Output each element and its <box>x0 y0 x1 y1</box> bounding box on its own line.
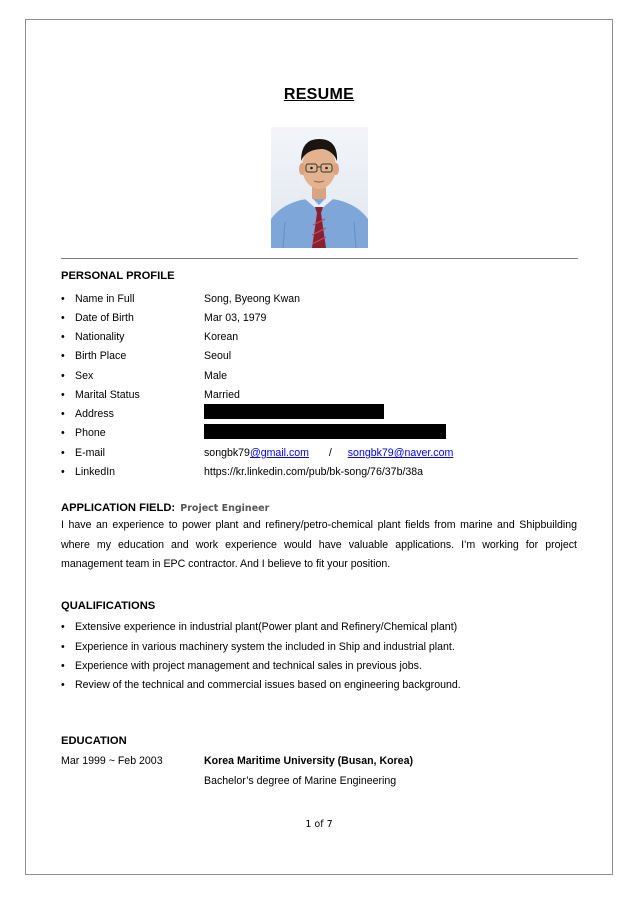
email-link-naver[interactable]: songbk79@naver.com <box>347 447 454 459</box>
profile-label: Date of Birth <box>75 312 134 324</box>
profile-label: Birth Place <box>75 350 127 362</box>
profile-value: Korean <box>204 331 239 343</box>
qualification-item <box>61 660 422 672</box>
bullet: • <box>61 641 65 653</box>
personal-profile-heading: PERSONAL PROFILE <box>61 270 175 282</box>
education-degree: Bachelor’s degree of Marine Engineering <box>204 775 397 787</box>
profile-label: Marital Status <box>75 389 140 401</box>
email-label: E-mail <box>75 447 106 459</box>
profile-label: Address <box>75 408 114 420</box>
email-separator: / <box>328 447 332 459</box>
phone-redaction <box>204 424 446 439</box>
linkedin-url[interactable]: https://kr.linkedin.com/pub/bk-song/76/37b/38a <box>204 466 424 478</box>
bullet: • <box>61 331 65 343</box>
application-field-label: APPLICATION FIELD: <box>61 502 176 514</box>
qualification-text: Experience with project management and technical sales in previous jobs. <box>75 660 422 672</box>
profile-row <box>61 388 581 402</box>
profile-value: Mar 03, 1979 <box>204 312 267 324</box>
profile-value: Married <box>204 389 240 401</box>
profile-value: Male <box>204 370 227 382</box>
qualification-item <box>61 679 461 691</box>
profile-label: Sex <box>75 370 94 382</box>
bullet: • <box>61 660 65 672</box>
email-link-gmail[interactable]: @gmail.com <box>249 447 309 459</box>
bullet: • <box>61 427 65 439</box>
profile-row <box>61 330 581 344</box>
profile-value: Song, Byeong Kwan <box>204 293 301 305</box>
bullet: • <box>61 293 65 305</box>
linkedin-label: LinkedIn <box>75 466 116 478</box>
bullet: • <box>61 408 65 420</box>
profile-label: Name in Full <box>75 293 135 305</box>
profile-label: Nationality <box>75 331 125 343</box>
application-field-value: Project Engineer <box>180 503 270 514</box>
qualification-text: Extensive experience in industrial plant(Power plant and Refinery/Chemical plant) <box>75 621 458 633</box>
application-field-heading <box>61 502 269 514</box>
education-heading: EDUCATION <box>61 735 127 747</box>
document-title: RESUME <box>283 86 355 103</box>
education-date: Mar 1999 ~ Feb 2003 <box>61 755 163 767</box>
profile-row-linkedin <box>61 465 581 479</box>
bullet: • <box>61 350 65 362</box>
profile-value: Seoul <box>204 350 232 362</box>
bullet: • <box>61 447 65 459</box>
horizontal-divider <box>61 258 578 259</box>
bullet: • <box>61 312 65 324</box>
page-number: 1 of 7 <box>305 819 333 830</box>
profile-row-email <box>61 446 581 460</box>
email-prefix: songbk79 <box>204 447 250 459</box>
profile-row <box>61 369 581 383</box>
education-school: Korea Maritime University (Busan, Korea) <box>204 755 413 767</box>
address-redaction <box>204 404 384 419</box>
qualification-item <box>61 641 455 653</box>
qualification-text: Experience in various machinery system the included in Ship and industrial plant. <box>75 641 455 653</box>
bullet: • <box>61 370 65 382</box>
bullet: • <box>61 621 65 633</box>
profile-photo <box>271 127 368 248</box>
application-paragraph: I have an experience to power plant and refinery/petro-chemical plant fields from marine and Shipbuilding where my education and work experience would have valuable applications. I’m working for project management team in EPC contractor. And I believe to fit your position. <box>61 519 577 571</box>
email-value <box>204 446 453 460</box>
profile-label: Phone <box>75 427 106 439</box>
qualification-text: Review of the technical and commercial issues based on engineering background. <box>75 679 461 691</box>
profile-row <box>61 349 581 363</box>
profile-row <box>61 292 581 306</box>
bullet: • <box>61 679 65 691</box>
qualifications-heading: QUALIFICATIONS <box>61 600 156 612</box>
qualification-item <box>61 621 458 633</box>
bullet: • <box>61 466 65 478</box>
profile-row <box>61 311 581 325</box>
bullet: • <box>61 389 65 401</box>
